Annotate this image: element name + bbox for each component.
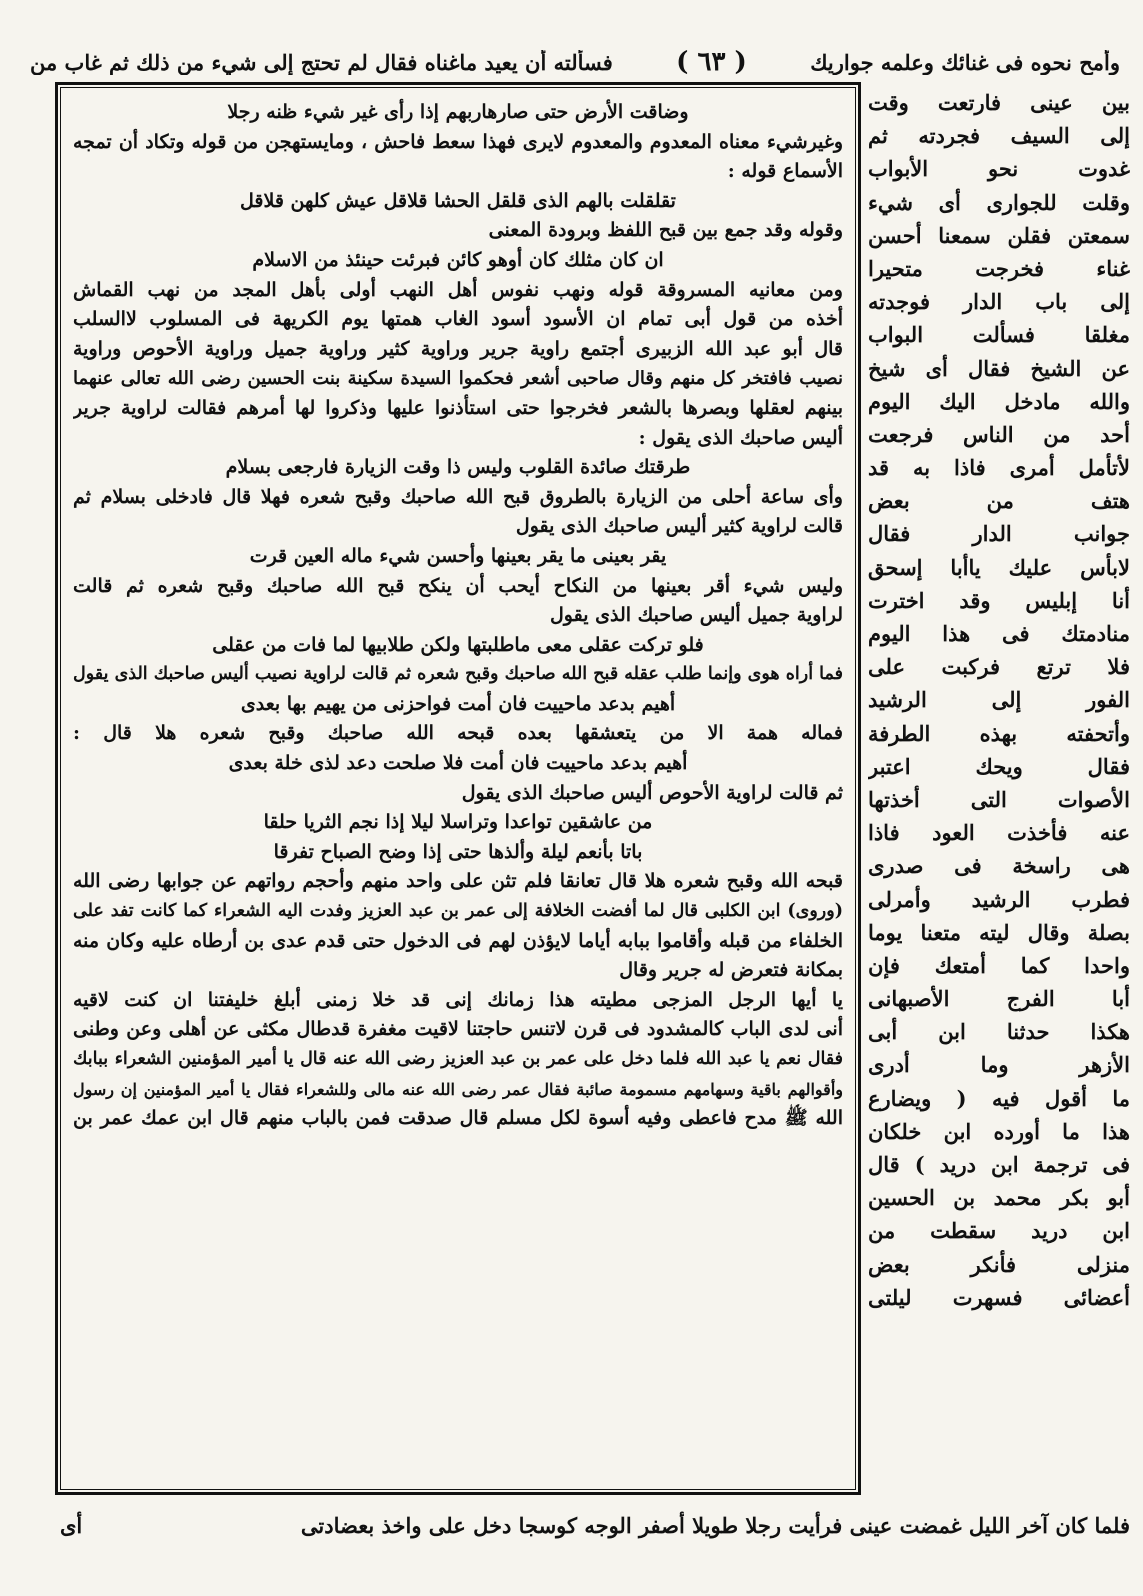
margin-line: عنه فأخذت العود فاذا [868,820,1130,846]
margin-line: غدوت نحو الأبواب [868,156,1130,182]
margin-line: بصلة وقال ليته متعنا يوما [868,919,1130,945]
margin-line: أبا الفرج الأصبهانى [868,986,1130,1012]
text-line: فقال نعم يا عبد الله فلما دخل على عمر بن عبد العزيز رضى الله عنه قال يا أمير المؤمنين الشعراء ببابك [73,1049,843,1069]
footer-text: فلما كان آخر الليل غمضت عينى فرأيت رجلا طويلا أصفر الوجه كوسجا دخل على واخذ بعضادتى [300,1512,1130,1538]
text-line: ومن معانيه المسروقة قوله ونهب نفوس أهل النهب أولى بأهل المجد من نهب القماش [73,278,843,301]
page-footer [60,1505,1130,1545]
verse-line: طرقتك صائدة القلوب وليس ذا وقت الزيارة فارجعى بسلام [225,456,691,479]
margin-line: جوانب الدار فقال [868,521,1130,547]
verse-line: تقلقلت بالهم الذى قلقل الحشا قلاقل عيش كلهن قلاقل [240,189,676,212]
margin-line: هتف من بعض [868,488,1130,514]
verse-line: فلو تركت عقلى معى ماطلبتها ولكن طلابيها لما فات من عقلى [212,633,704,656]
margin-line: أنا إبليس وقد اخترت [868,587,1130,613]
margin-line: هذا ما أورده ابن خلكان [868,1118,1130,1144]
text-line: لراوية جميل أليس صاحبك الذى يقول [550,604,843,627]
main-text-body [60,87,856,1490]
text-line: بمكانة فتعرض له جرير وقال [619,959,843,982]
margin-line: إلى السيف فجردته ثم [868,123,1130,149]
margin-line: فى ترجمة ابن دريد ) قال [868,1152,1130,1177]
margin-line: ما أقول فيه ( ويضارع [868,1085,1130,1111]
text-line: فماله همة الا من يتعشقها بعده قبحه الله صاحبك وقبح شعره هلا قال : [73,722,843,745]
text-line: نصيب فافتخر كل منهم وقال صاحبى أشعر فحكموا السيدة سكينة بنت الحسين رضى الله تعالى عنهما [73,368,843,390]
text-line: (وروى) ابن الكلبى قال لما أفضت الخلافة إلى عمر بن عبد العزيز وفدت اليه الشعراء كما كانت تفد على [73,901,843,922]
margin-line: لأتأمل أمرى فاذا به قد [868,455,1130,481]
margin-line: وأتحفته بهذه الطرفة [868,720,1130,746]
margin-line: الأصوات التى أخذتها [868,786,1130,812]
margin-line: بين عينى فارتعت وقت [868,90,1130,115]
margin-line: وقلت للجوارى أى شيء [868,189,1130,215]
margin-text-column [868,86,1130,1498]
text-line: الأسماع قوله : [727,160,843,183]
margin-line: غناء فخرجت متحيرا [868,255,1130,281]
margin-line: أعضائى فسهرت ليلتى [868,1284,1130,1310]
margin-line: ابن دريد سقطت من [868,1218,1130,1244]
margin-line: الفور إلى الرشيد [868,687,1130,713]
catchword: أى [60,1512,83,1538]
verse-line: أهيم بدعد ماحييت فان أمت فلا صلحت دعد لذى خلة بعدى [228,752,688,775]
margin-line: واحدا كما أمتعك فإن [868,952,1130,978]
verse-line: من عاشقين تواعدا وتراسلا ليلا إذا نجم الثريا حلقا [263,811,653,834]
text-line: ثم قالت لراوية الأحوص أليس صاحبك الذى يقول [461,781,843,804]
text-line: أليس صاحبك الذى يقول : [638,426,843,449]
margin-line: أبو بكر محمد بن الحسين [868,1185,1130,1211]
page-header [30,40,1120,84]
margin-line: والله مادخل اليك اليوم [868,388,1130,414]
text-line: قال أبو عبد الله الزبيرى أجتمع راوية جرير وراوية كثير وراوية جميل وراوية الأحوص وراوية [73,337,843,360]
margin-line: أحد من الناس فرجعت [868,421,1130,447]
text-line: قبحه الله وقبح شعره هلا قال تعانقا فلم تثن على واحد منهم وأحجم رواتهم عن جوابها رضى الله [73,870,843,893]
margin-line: منزلى فأنكر بعض [868,1251,1130,1277]
verse-line: يقر بعينى ما يقر بعينها وأحسن شيء ماله العين قرت [249,544,667,567]
verse-line: ان كان مثلك كان أوهو كائن فبرئت حينئذ من الاسلام [252,248,664,271]
margin-line: الأزهر وما أدرى [868,1052,1130,1078]
text-line: قالت لراوية كثير أليس صاحبك الذى يقول [515,515,843,538]
text-line: وقوله وقد جمع بين قبح اللفظ وبرودة المعنى [488,219,843,242]
margin-line: مغلقا فسألت البواب [868,322,1130,348]
main-text-frame [55,82,861,1495]
header-right-text: وأمح نحوه فى غنائك وعلمه جواريك [810,49,1120,75]
text-line: وغيرشيء معناه المعدوم والمعدوم لايرى فهذا سعط فاحش ، ومايستهجن من قوله وتكاد أن تمجه [73,130,843,153]
page-number: ( ٦٣ ) [676,47,747,77]
text-line: يا أيها الرجل المزجى مطيته هذا زمانك إنى قد خلا زمنى أبلغ خليفتنا ان كنت لاقيه [73,988,843,1011]
margin-line: فقال ويحك اعتبر [868,753,1130,779]
text-line: الخلفاء من قبله وأقاموا ببابه أياما لايؤذن لهم فى الدخول حتى قدم عدى بن أرطاه عليه وكان منه [73,929,843,952]
text-line: فما أراه هوى وإنما طلب عقله قبح الله صاحبك وقبح شعره ثم قالت لراوية نصيب أليس صاحبك الذى يقول [73,664,843,685]
margin-line: سمعتن فقلن سمعنا أحسن [868,222,1130,248]
margin-line: فطرب الرشيد وأمرلى [868,886,1130,912]
header-left-text: فسألته أن يعيد ماغناه فقال لم تحتج إلى شيء من ذلك ثم غاب من [30,49,613,75]
text-line: الله ﷺ مدح فاعطى وفيه أسوة لكل مسلم قال صدقت فمن بالباب منهم قال ابن عمك عمر بن [73,1107,843,1130]
margin-line: منادمتك فى هذا اليوم [868,621,1130,646]
text-line: أنى لدى الباب كالمشدود فى قرن لاتنس حاجتنا لاقيت مغفرة قدطال مكثى عن أهلى وعن وطنى [73,1018,843,1041]
text-line: بينهم لعقلها وبصرها بالشعر فخرجوا حتى استأذنوا عليها وذكروا لها أمرهم فقالت لراوية جرير [73,396,843,419]
verse-line: أهيم بدعد ماحييت فان أمت فواحزنى من يهيم بها بعدى [240,692,676,715]
margin-line: لابأس عليك ياأبا إسحق [868,554,1130,580]
text-line: وليس شيء أقر بعينها من النكاح أيحب أن ينكح قبح الله صاحبك وقبح شعره ثم قالت [73,574,843,597]
margin-line: هى راسخة فى صدرى [868,853,1130,879]
text-line: وأقوالهم باقية وسهامهم مسمومة صائبة فقال عمر رضى الله عنه مالى وللشعراء فقال يا أمير المؤمنين إن رسول [73,1079,843,1099]
verse-line: باتا بأنعم ليلة وألذها حتى إذا وضح الصباح تفرقا [273,840,643,863]
margin-line: هكذا حدثنا ابن أبى [868,1019,1130,1045]
verse-line: وضاقت الأرض حتى صارهاربهم إذا رأى غير شيء ظنه رجلا [227,101,689,123]
text-line: أخذه من قول أبى تمام ان الأسود أسود الغاب همتها يوم الكريهة فى المسلوب لاالسلب [73,308,843,331]
margin-line: إلى باب الدار فوجدته [868,289,1130,315]
margin-line: فلا ترتع فركبت على [868,654,1130,680]
text-line: وأى ساعة أحلى من الزيارة بالطروق قبح الله صاحبك وقبح شعره فهلا قال فادخلى بسلام ثم [73,485,843,508]
margin-line: عن الشيخ فقال أى شيخ [868,355,1130,381]
